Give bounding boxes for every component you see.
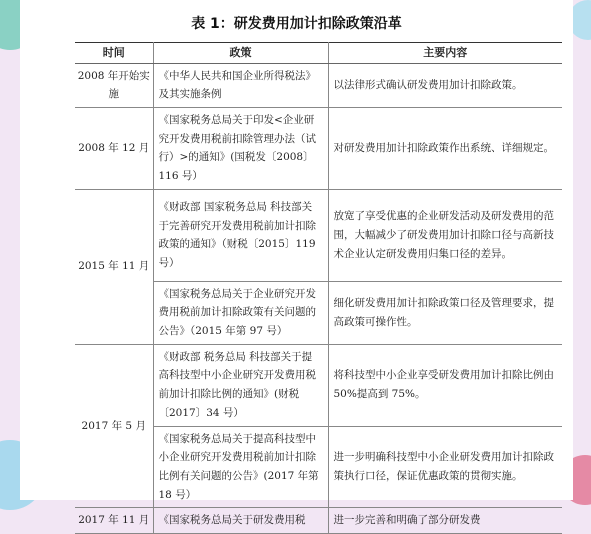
content-cell: 以法律形式确认研发费用加计扣除政策。 [328,63,562,107]
policy-history-table [75,42,562,534]
header-time: 时间 [75,43,153,64]
policy-cell: 《中华人民共和国企业所得税法》及其实施条例 [153,63,328,107]
policy-cell: 《财政部 国家税务总局 科技部关于完善研究开发费用税前加计扣除政策的通知》（财税〔2015〕119 号） [153,189,328,281]
content-cell: 放宽了享受优惠的企业研发活动及研发费用的范围，大幅减少了研发费用加计扣除口径与高新技术企业认定研发费用归集口径的差异。 [328,189,562,281]
table-title: 表 1：研发费用加计扣除政策沿革 [191,16,402,32]
document-page [20,0,573,527]
policy-cell: 《国家税务总局关于研发费用税 [153,508,328,534]
time-cell: 2008 年开始实施 [75,63,153,107]
table-row [75,189,562,281]
policy-cell: 《国家税务总局关于提高科技型中小企业研究开发费用税前加计扣除比例有关问题的公告》(2017 年第 18 号） [153,426,328,508]
table-row [75,107,562,189]
table-row [75,344,562,426]
header-content: 主要内容 [328,43,562,64]
content-cell: 细化研发费用加计扣除政策口径及管理要求，提高政策可操作性。 [328,281,562,344]
time-cell: 2017 年 5 月 [75,344,153,508]
content-cell: 对研发费用加计扣除政策作出系统、详细规定。 [328,107,562,189]
header-policy: 政策 [153,43,328,64]
content-cell: 将科技型中小企业享受研发费用加计扣除比例由 50%提高到 75%。 [328,344,562,426]
time-cell: 2008 年 12 月 [75,107,153,189]
table-header-row [75,43,562,64]
time-cell: 2017 年 11 月 [75,508,153,534]
table-row [75,63,562,107]
content-cell: 进一步明确科技型中小企业研发费用加计扣除政策执行口径，保证优惠政策的贯彻实施。 [328,426,562,508]
table-row [75,508,562,534]
policy-cell: 《国家税务总局关于企业研究开发费用税前加计扣除政策有关问题的公告》（2015 年第 97 号） [153,281,328,344]
policy-cell: 《国家税务总局关于印发<企业研究开发费用税前扣除管理办法（试行）>的通知》(国税发〔2008〕116 号） [153,107,328,189]
time-cell: 2015 年 11 月 [75,189,153,344]
content-cell: 进一步完善和明确了部分研发费 [328,508,562,534]
policy-cell: 《财政部 税务总局 科技部关于提高科技型中小企业研究开发费用税前加计扣除比例的通知》(财税〔2017〕34 号） [153,344,328,426]
